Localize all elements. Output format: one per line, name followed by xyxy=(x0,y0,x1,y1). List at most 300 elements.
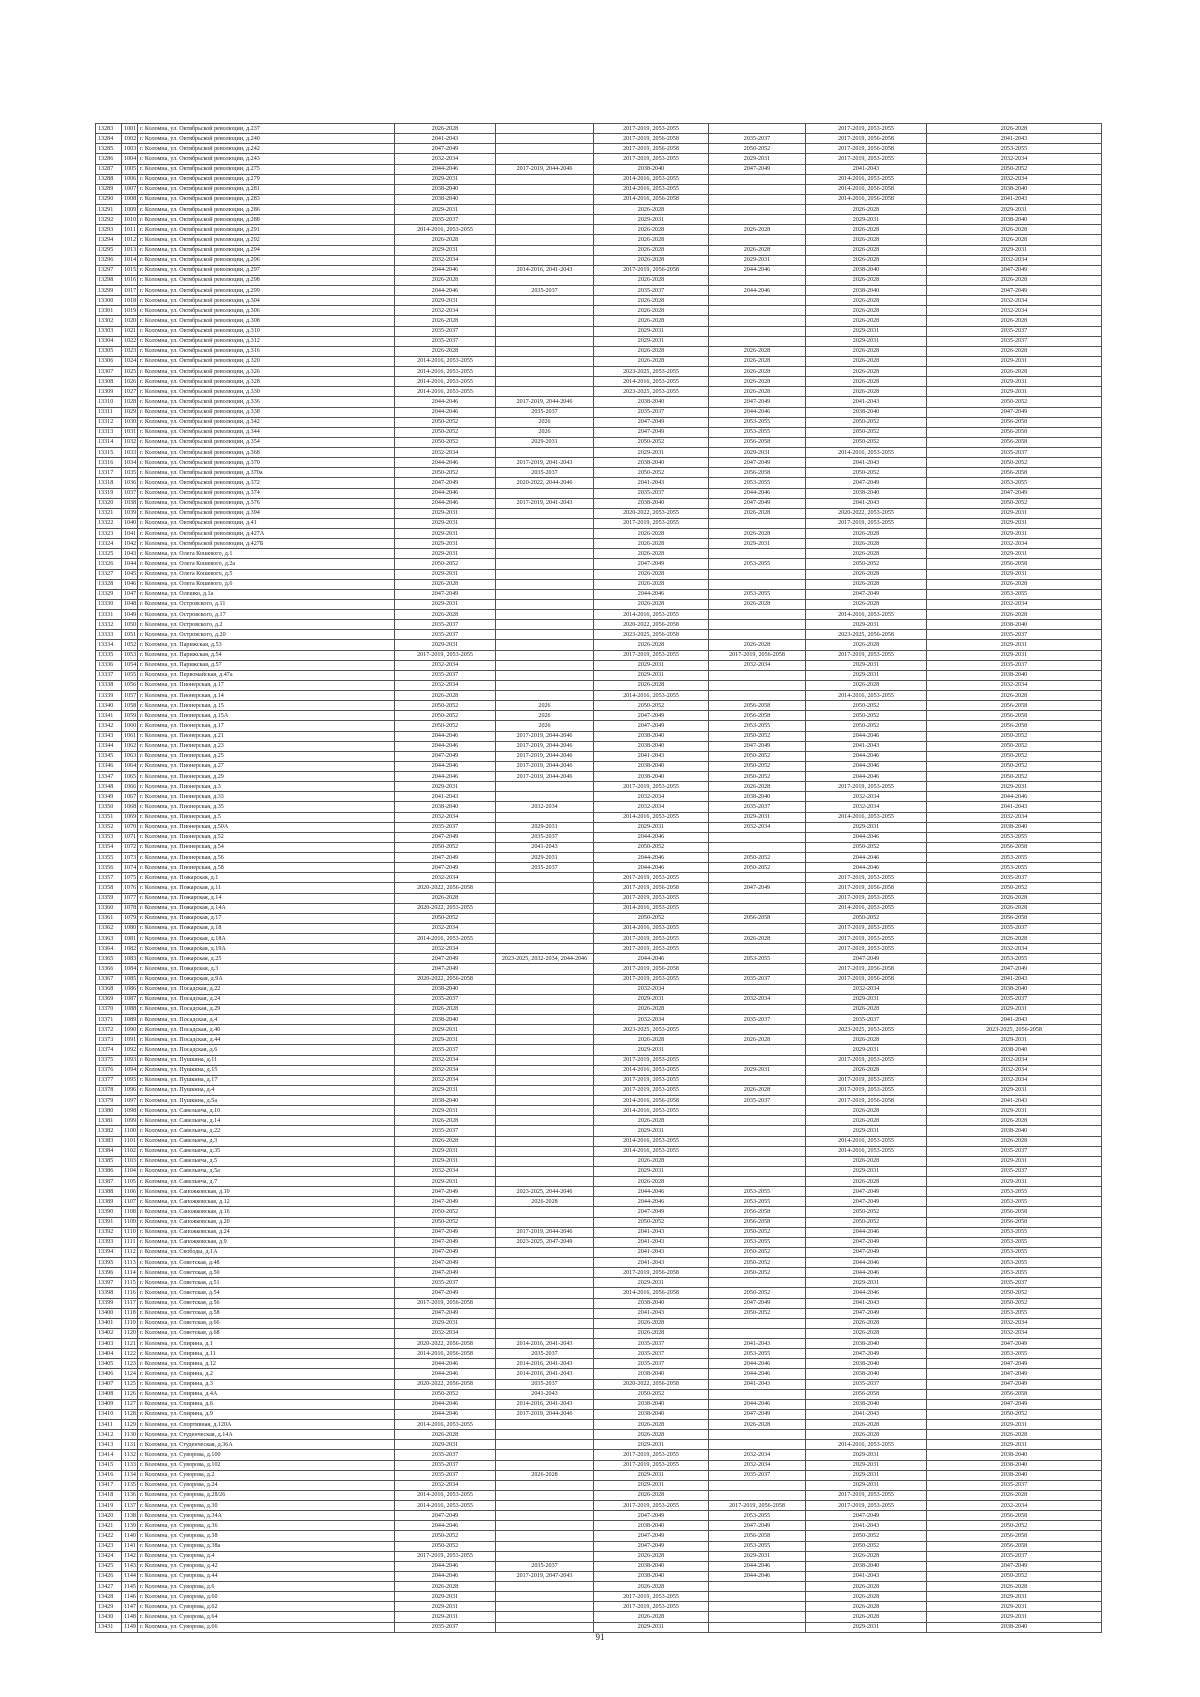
cell-id: 13362 xyxy=(96,923,122,933)
cell-address: г. Коломна, ул. Пионерская, д.17 xyxy=(138,680,395,690)
cell-p5: 2014-2016, 2053-2055 xyxy=(806,691,927,701)
cell-address: г. Коломна, ул. Октябрьской революции, д.336 xyxy=(138,397,395,407)
cell-p6: 2050-2052 xyxy=(927,458,1102,468)
cell-p3: 2026-2028 xyxy=(594,1318,709,1328)
cell-p6: 2035-2037 xyxy=(927,1146,1102,1156)
table-row xyxy=(96,1420,1102,1430)
cell-p2 xyxy=(496,1278,594,1288)
cell-address: г. Коломна, ул. Пионерская, д.35 xyxy=(138,802,395,812)
cell-p5: 2032-2034 xyxy=(806,802,927,812)
cell-num: 1114 xyxy=(122,1268,138,1278)
cell-address: г. Коломна, ул. Посадская, д.4 xyxy=(138,1015,395,1025)
cell-address: г. Коломна, ул. Октябрьской революции, д.279 xyxy=(138,174,395,184)
table-row xyxy=(96,124,1102,134)
cell-p2 xyxy=(496,1511,594,1521)
cell-p5: 2038-2040 xyxy=(806,407,927,417)
cell-address: г. Коломна, ул. Сапожковская, д.16 xyxy=(138,1207,395,1217)
table-row xyxy=(96,913,1102,923)
table-row xyxy=(96,1480,1102,1490)
cell-p1: 2035-2037 xyxy=(395,1278,496,1288)
cell-id: 13323 xyxy=(96,529,122,539)
cell-p6: 2050-2052 xyxy=(927,498,1102,508)
cell-p5: 2014-2016, 2053-2055 xyxy=(806,1136,927,1146)
cell-p6: 2041-2043 xyxy=(927,1096,1102,1106)
cell-p3: 2014-2016, 2053-2055 xyxy=(594,174,709,184)
cell-p5: 2047-2049 xyxy=(806,1247,927,1257)
cell-num: 1124 xyxy=(122,1369,138,1379)
cell-p2 xyxy=(496,124,594,134)
cell-num: 1002 xyxy=(122,134,138,144)
cell-p6: 2047-2049 xyxy=(927,265,1102,275)
cell-p6: 2032-2034 xyxy=(927,255,1102,265)
cell-num: 1058 xyxy=(122,701,138,711)
cell-p3: 2026-2028 xyxy=(594,1156,709,1166)
cell-id: 13418 xyxy=(96,1490,122,1500)
table-row xyxy=(96,853,1102,863)
cell-p5: 2017-2019, 2053-2055 xyxy=(806,782,927,792)
cell-p4 xyxy=(709,1126,806,1136)
cell-id: 13364 xyxy=(96,944,122,954)
cell-p4 xyxy=(709,549,806,559)
table-row xyxy=(96,1622,1102,1632)
cell-p4: 2053-2055 xyxy=(709,427,806,437)
cell-p1: 2047-2049 xyxy=(395,1197,496,1207)
cell-p1: 2029-2031 xyxy=(395,1440,496,1450)
cell-p4: 2026-2028 xyxy=(709,782,806,792)
cell-address: г. Коломна, ул. Октябрьской революции, д.304 xyxy=(138,296,395,306)
cell-p5: 2017-2019, 2053-2055 xyxy=(806,934,927,944)
cell-p6: 2056-2058 xyxy=(927,1217,1102,1227)
cell-p6: 2038-2040 xyxy=(927,1450,1102,1460)
cell-address: г. Коломна, ул. Пионерская, д.25 xyxy=(138,751,395,761)
cell-p5: 2026-2028 xyxy=(806,1612,927,1622)
cell-p6: 2029-2031 xyxy=(927,1420,1102,1430)
cell-num: 1077 xyxy=(122,893,138,903)
cell-num: 1149 xyxy=(122,1622,138,1632)
cell-p6: 2038-2040 xyxy=(927,1045,1102,1055)
cell-p3: 2038-2040 xyxy=(594,731,709,741)
table-row xyxy=(96,336,1102,346)
cell-p2 xyxy=(496,296,594,306)
cell-address: г. Коломна, ул. Посадская, д.24 xyxy=(138,994,395,1004)
cell-p2 xyxy=(496,974,594,984)
cell-num: 1081 xyxy=(122,934,138,944)
table-row xyxy=(96,630,1102,640)
table-row xyxy=(96,903,1102,913)
cell-p3: 2047-2049 xyxy=(594,1207,709,1217)
cell-p3: 2026-2028 xyxy=(594,1177,709,1187)
cell-p5: 2026-2028 xyxy=(806,367,927,377)
cell-p3: 2044-2046 xyxy=(594,863,709,873)
cell-p5: 2026-2028 xyxy=(806,1065,927,1075)
cell-id: 13425 xyxy=(96,1561,122,1571)
cell-p3: 2020-2022, 2056-2058 xyxy=(594,620,709,630)
cell-p5: 2047-2049 xyxy=(806,1187,927,1197)
cell-p5: 2029-2031 xyxy=(806,1460,927,1470)
cell-p4: 2053-2055 xyxy=(709,1237,806,1247)
cell-p5: 2029-2031 xyxy=(806,822,927,832)
table-row xyxy=(96,275,1102,285)
cell-p1: 2035-2037 xyxy=(395,215,496,225)
cell-id: 13412 xyxy=(96,1430,122,1440)
cell-id: 13408 xyxy=(96,1389,122,1399)
cell-p1: 2029-2031 xyxy=(395,1106,496,1116)
cell-p1: 2047-2049 xyxy=(395,832,496,842)
cell-p1: 2050-2052 xyxy=(395,701,496,711)
cell-num: 1135 xyxy=(122,1480,138,1490)
cell-p3: 2047-2049 xyxy=(594,1531,709,1541)
cell-address: г. Коломна, ул. Суворова, д.102 xyxy=(138,1460,395,1470)
cell-p2 xyxy=(496,903,594,913)
table-row xyxy=(96,610,1102,620)
table-row xyxy=(96,1308,1102,1318)
cell-p4: 2017-2019, 2056-2058 xyxy=(709,1501,806,1511)
cell-id: 13415 xyxy=(96,1460,122,1470)
cell-num: 1130 xyxy=(122,1430,138,1440)
table-row xyxy=(96,691,1102,701)
cell-p5: 2047-2049 xyxy=(806,478,927,488)
table-row xyxy=(96,1197,1102,1207)
cell-id: 13359 xyxy=(96,893,122,903)
cell-address: г. Коломна, ул. Пушкина, д.15 xyxy=(138,1065,395,1075)
cell-id: 13320 xyxy=(96,498,122,508)
cell-address: г. Коломна, ул. Суворова, д.100 xyxy=(138,1450,395,1460)
cell-num: 1035 xyxy=(122,468,138,478)
cell-p6: 2032-2034 xyxy=(927,680,1102,690)
cell-p6: 2047-2049 xyxy=(927,964,1102,974)
cell-p5: 2017-2019, 2053-2055 xyxy=(806,518,927,528)
cell-p4 xyxy=(709,316,806,326)
cell-p4: 2029-2031 xyxy=(709,448,806,458)
cell-p3: 2041-2043 xyxy=(594,1227,709,1237)
cell-p6: 2032-2034 xyxy=(927,154,1102,164)
cell-p5: 2041-2043 xyxy=(806,1409,927,1419)
cell-p4: 2050-2052 xyxy=(709,1288,806,1298)
cell-p6: 2053-2055 xyxy=(927,1349,1102,1359)
cell-id: 13380 xyxy=(96,1106,122,1116)
cell-p3: 2017-2019, 2053-2055 xyxy=(594,154,709,164)
cell-p5: 2047-2049 xyxy=(806,1197,927,1207)
cell-p3: 2026-2028 xyxy=(594,275,709,285)
cell-num: 1075 xyxy=(122,873,138,883)
cell-p1: 2044-2046 xyxy=(395,1561,496,1571)
cell-p6: 2029-2031 xyxy=(927,245,1102,255)
cell-num: 1138 xyxy=(122,1511,138,1521)
cell-p2: 2035-2037 xyxy=(496,286,594,296)
cell-id: 13332 xyxy=(96,620,122,630)
cell-id: 13379 xyxy=(96,1096,122,1106)
cell-address: г. Коломна, ул. Октябрьской революции, д.275 xyxy=(138,164,395,174)
cell-p4: 2026-2028 xyxy=(709,599,806,609)
cell-address: г. Коломна, ул. Октябрьской революции, д.237 xyxy=(138,124,395,134)
cell-num: 1144 xyxy=(122,1571,138,1581)
cell-address: г. Коломна, ул. Пожарская, д.14А xyxy=(138,903,395,913)
cell-p6: 2053-2055 xyxy=(927,853,1102,863)
cell-p4: 2053-2055 xyxy=(709,1187,806,1197)
cell-p1: 2029-2031 xyxy=(395,1085,496,1095)
cell-p6: 2032-2034 xyxy=(927,1065,1102,1075)
cell-num: 1046 xyxy=(122,579,138,589)
table-row xyxy=(96,427,1102,437)
cell-p5: 2035-2037 xyxy=(806,1379,927,1389)
cell-p2 xyxy=(496,1460,594,1470)
cell-p5: 2026-2028 xyxy=(806,1106,927,1116)
cell-id: 13330 xyxy=(96,599,122,609)
cell-p5: 2044-2046 xyxy=(806,731,927,741)
cell-p3: 2026-2028 xyxy=(594,680,709,690)
cell-p2 xyxy=(496,1106,594,1116)
cell-num: 1023 xyxy=(122,346,138,356)
table-row xyxy=(96,1075,1102,1085)
cell-id: 13289 xyxy=(96,184,122,194)
cell-id: 13307 xyxy=(96,367,122,377)
table-row xyxy=(96,1592,1102,1602)
cell-p6: 2032-2034 xyxy=(927,1328,1102,1338)
cell-p4: 2044-2046 xyxy=(709,265,806,275)
cell-p5: 2038-2040 xyxy=(806,265,927,275)
cell-id: 13414 xyxy=(96,1450,122,1460)
cell-p5: 2026-2028 xyxy=(806,1035,927,1045)
cell-num: 1037 xyxy=(122,488,138,498)
cell-p4: 2035-2037 xyxy=(709,134,806,144)
cell-num: 1100 xyxy=(122,1126,138,1136)
table-row xyxy=(96,640,1102,650)
cell-p4: 2026-2028 xyxy=(709,508,806,518)
cell-address: г. Коломна, ул. Пионерская, д.54 xyxy=(138,842,395,852)
cell-num: 1093 xyxy=(122,1055,138,1065)
cell-p3: 2038-2040 xyxy=(594,772,709,782)
cell-p6: 2026-2028 xyxy=(927,124,1102,134)
cell-p1: 2047-2049 xyxy=(395,853,496,863)
cell-p3: 2035-2037 xyxy=(594,286,709,296)
cell-p6: 2053-2055 xyxy=(927,478,1102,488)
cell-num: 1074 xyxy=(122,863,138,873)
cell-num: 1025 xyxy=(122,367,138,377)
cell-p6: 2032-2034 xyxy=(927,539,1102,549)
cell-p6: 2053-2055 xyxy=(927,1258,1102,1268)
cell-p6: 2056-2058 xyxy=(927,437,1102,447)
table-row xyxy=(96,448,1102,458)
cell-address: г. Коломна, ул. Пионерская, д.17 xyxy=(138,721,395,731)
cell-p1: 2038-2040 xyxy=(395,984,496,994)
cell-p3: 2038-2040 xyxy=(594,1298,709,1308)
cell-p3: 2026-2028 xyxy=(594,245,709,255)
cell-num: 1102 xyxy=(122,1146,138,1156)
cell-p3: 2041-2043 xyxy=(594,751,709,761)
cell-p4 xyxy=(709,1389,806,1399)
cell-p1: 2050-2052 xyxy=(395,1541,496,1551)
table-row xyxy=(96,1379,1102,1389)
table-row xyxy=(96,1278,1102,1288)
table-row xyxy=(96,397,1102,407)
cell-id: 13325 xyxy=(96,549,122,559)
cell-p1: 2038-2040 xyxy=(395,184,496,194)
cell-p2: 2017-2019, 2044-2046 xyxy=(496,761,594,771)
cell-address: г. Коломна, ул. Посадская, д.22 xyxy=(138,984,395,994)
cell-address: г. Коломна, ул. Октябрьской революции, д.310 xyxy=(138,326,395,336)
cell-p4 xyxy=(709,1278,806,1288)
cell-id: 13292 xyxy=(96,215,122,225)
cell-p3: 2014-2016, 2056-2058 xyxy=(594,1096,709,1106)
cell-p5: 2050-2052 xyxy=(806,721,927,731)
cell-p5: 2026-2028 xyxy=(806,1177,927,1187)
cell-p2 xyxy=(496,1430,594,1440)
cell-num: 1073 xyxy=(122,853,138,863)
cell-p4 xyxy=(709,1166,806,1176)
cell-address: г. Коломна, ул. Октябрьской революции, д.354 xyxy=(138,437,395,447)
cell-p3: 2038-2040 xyxy=(594,1521,709,1531)
cell-p1: 2050-2052 xyxy=(395,437,496,447)
cell-address: г. Коломна, ул. Советская, д.51 xyxy=(138,1278,395,1288)
cell-id: 13352 xyxy=(96,822,122,832)
cell-p2 xyxy=(496,1602,594,1612)
cell-num: 1108 xyxy=(122,1207,138,1217)
cell-id: 13311 xyxy=(96,407,122,417)
cell-num: 1128 xyxy=(122,1409,138,1419)
cell-num: 1054 xyxy=(122,660,138,670)
cell-p6: 2026-2028 xyxy=(927,1430,1102,1440)
cell-p6: 2035-2037 xyxy=(927,994,1102,1004)
cell-p5: 2050-2052 xyxy=(806,1217,927,1227)
cell-p4 xyxy=(709,1177,806,1187)
cell-num: 1132 xyxy=(122,1450,138,1460)
cell-p1: 2014-2016, 2053-2055 xyxy=(395,377,496,387)
cell-p6: 2053-2055 xyxy=(927,144,1102,154)
cell-p3: 2017-2019, 2053-2055 xyxy=(594,1085,709,1095)
cell-p3: 2026-2028 xyxy=(594,306,709,316)
cell-address: г. Коломна, ул. Пожарская, д.3 xyxy=(138,964,395,974)
cell-p2: 2035-2037 xyxy=(496,407,594,417)
table-row xyxy=(96,437,1102,447)
cell-p5: 2029-2031 xyxy=(806,1278,927,1288)
cell-p4: 2056-2058 xyxy=(709,1531,806,1541)
cell-p5: 2041-2043 xyxy=(806,397,927,407)
cell-p4: 2056-2058 xyxy=(709,913,806,923)
cell-p2 xyxy=(496,1166,594,1176)
cell-p3: 2026-2028 xyxy=(594,1420,709,1430)
cell-p1: 2044-2046 xyxy=(395,1409,496,1419)
cell-p6: 2035-2037 xyxy=(927,326,1102,336)
cell-p2 xyxy=(496,1480,594,1490)
cell-num: 1095 xyxy=(122,1075,138,1085)
cell-p2 xyxy=(496,1085,594,1095)
cell-p3: 2014-2016, 2053-2055 xyxy=(594,1106,709,1116)
cell-p4 xyxy=(709,893,806,903)
cell-id: 13378 xyxy=(96,1085,122,1095)
cell-p1: 2032-2034 xyxy=(395,873,496,883)
table-row xyxy=(96,468,1102,478)
cell-p6: 2056-2058 xyxy=(927,913,1102,923)
table-row xyxy=(96,1136,1102,1146)
table-row xyxy=(96,1339,1102,1349)
cell-p5: 2029-2031 xyxy=(806,1045,927,1055)
cell-num: 1133 xyxy=(122,1460,138,1470)
cell-p3: 2035-2037 xyxy=(594,488,709,498)
cell-p3: 2029-2031 xyxy=(594,326,709,336)
cell-p3: 2029-2031 xyxy=(594,660,709,670)
cell-p4: 2029-2031 xyxy=(709,154,806,164)
cell-num: 1143 xyxy=(122,1561,138,1571)
cell-num: 1121 xyxy=(122,1339,138,1349)
cell-address: г. Коломна, ул. Октябрьской революции, д.330 xyxy=(138,387,395,397)
cell-address: г. Коломна, ул. Советская, д.54 xyxy=(138,1288,395,1298)
cell-num: 1101 xyxy=(122,1136,138,1146)
cell-p4: 2050-2052 xyxy=(709,1227,806,1237)
cell-p6: 2035-2037 xyxy=(927,336,1102,346)
cell-num: 1116 xyxy=(122,1288,138,1298)
cell-p2: 2026 xyxy=(496,711,594,721)
cell-p5: 2047-2049 xyxy=(806,1349,927,1359)
cell-p1: 2047-2049 xyxy=(395,863,496,873)
cell-address: г. Коломна, ул. Пионерская, д.56 xyxy=(138,853,395,863)
cell-p3: 2014-2016, 2053-2055 xyxy=(594,691,709,701)
cell-p5: 2026-2028 xyxy=(806,539,927,549)
cell-p6: 2038-2040 xyxy=(927,822,1102,832)
cell-p2 xyxy=(496,1004,594,1014)
cell-p1: 2020-2022, 2056-2058 xyxy=(395,974,496,984)
cell-id: 13300 xyxy=(96,296,122,306)
cell-p3: 2026-2028 xyxy=(594,640,709,650)
cell-p1: 2038-2040 xyxy=(395,802,496,812)
cell-p3: 2044-2046 xyxy=(594,1197,709,1207)
cell-p2: 2023-2025, 2044-2046 xyxy=(496,1187,594,1197)
cell-num: 1018 xyxy=(122,296,138,306)
cell-p1: 2020-2022, 2053-2055 xyxy=(395,903,496,913)
cell-num: 1051 xyxy=(122,630,138,640)
cell-p5: 2044-2046 xyxy=(806,1227,927,1237)
cell-address: г. Коломна, ул. Савельича, д.22 xyxy=(138,1126,395,1136)
cell-p4: 2026-2028 xyxy=(709,367,806,377)
table-row xyxy=(96,1349,1102,1359)
cell-p3: 2032-2034 xyxy=(594,802,709,812)
table-row xyxy=(96,296,1102,306)
cell-p3: 2032-2034 xyxy=(594,984,709,994)
cell-p4 xyxy=(709,296,806,306)
cell-address: г. Коломна, ул. Пионерская, д.3 xyxy=(138,782,395,792)
cell-p2: 2017-2019, 2044-2046 xyxy=(496,751,594,761)
cell-address: г. Коломна, ул. Олега Кошевого, д.6 xyxy=(138,579,395,589)
cell-p3: 2017-2019, 2053-2055 xyxy=(594,893,709,903)
cell-p4 xyxy=(709,1136,806,1146)
cell-p2 xyxy=(496,1450,594,1460)
cell-id: 13365 xyxy=(96,954,122,964)
cell-p6: 2050-2052 xyxy=(927,761,1102,771)
cell-address: г. Коломна, ул. Советская, д.68 xyxy=(138,1328,395,1338)
cell-num: 1080 xyxy=(122,923,138,933)
cell-p4: 2053-2055 xyxy=(709,954,806,964)
cell-p5: 2026-2028 xyxy=(806,640,927,650)
cell-p1: 2041-2043 xyxy=(395,134,496,144)
cell-id: 13396 xyxy=(96,1268,122,1278)
cell-p6: 2032-2034 xyxy=(927,1501,1102,1511)
cell-p2 xyxy=(496,620,594,630)
cell-p5: 2017-2019, 2056-2058 xyxy=(806,134,927,144)
cell-num: 1056 xyxy=(122,680,138,690)
cell-p5: 2041-2043 xyxy=(806,1521,927,1531)
cell-p1: 2029-2031 xyxy=(395,508,496,518)
cell-p4 xyxy=(709,1592,806,1602)
cell-p6: 2032-2034 xyxy=(927,599,1102,609)
cell-id: 13331 xyxy=(96,610,122,620)
cell-p6: 2053-2055 xyxy=(927,1187,1102,1197)
cell-address: г. Коломна, ул. Савельича, д.14 xyxy=(138,1116,395,1126)
cell-p3: 2026-2028 xyxy=(594,1430,709,1440)
cell-p1: 2032-2034 xyxy=(395,944,496,954)
cell-p5: 2026-2028 xyxy=(806,1602,927,1612)
table-row xyxy=(96,883,1102,893)
cell-p1: 2044-2046 xyxy=(395,1359,496,1369)
table-row xyxy=(96,1602,1102,1612)
